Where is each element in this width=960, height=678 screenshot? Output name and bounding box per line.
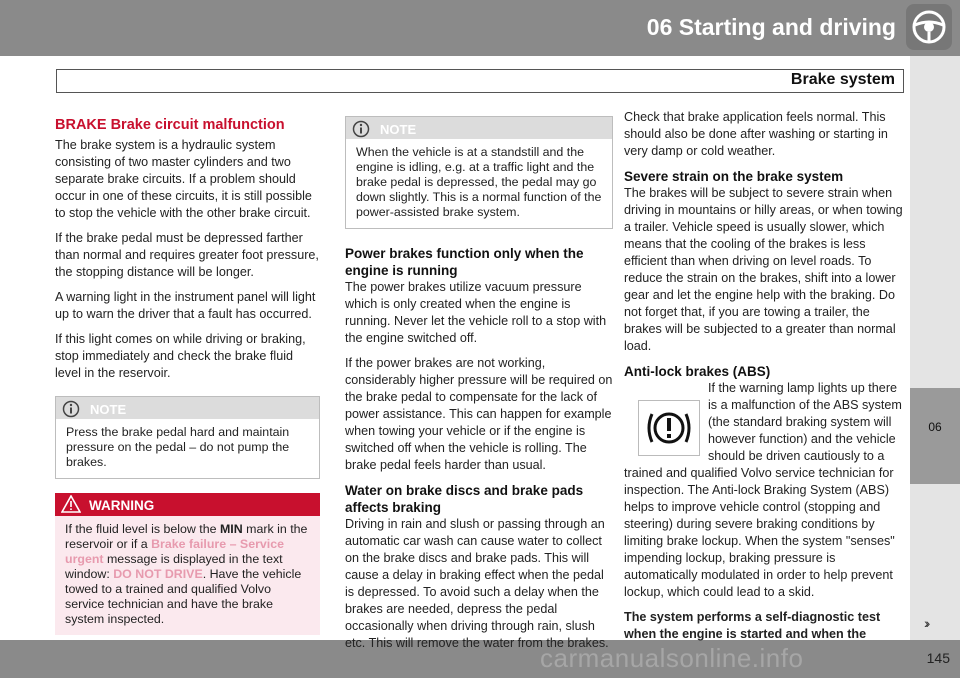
watermark: carmanualsonline.info: [540, 643, 804, 673]
paragraph: The brakes will be subject to severe strain when driving in mountains or hilly areas, or when towing a trailer. Vehicle speed is usually slower, which means that the cooling of the brakes is less efficient than when driving on level roads. To reduce the strain on the brakes, shift into a lower gear and let the engine help with the braking. Do not forget that, if you are towing a trailer, the brakes will be subjected to a greater than normal load.: [624, 186, 903, 353]
chapter-title: 06 Starting and driving: [646, 14, 896, 40]
paragraph: Check that brake application feels normal. This should also be done after washing or starting in very damp or cold weather.: [624, 110, 888, 158]
paragraph: The brake system is a hydraulic system consisting of two master cylinders and two separate brake circuits. If a problem should occur in one of these circuits, it is still possible to stop the vehicle with the other brake circuit.: [55, 138, 312, 220]
continue-marker: ››: [924, 615, 928, 631]
note-body: When the vehicle is at a standstill and the engine is idling, e.g. at a traffic light and the brake pedal is depressed, the pedal may go down slightly. This is a normal function of the power-assisted brake system.: [356, 145, 602, 219]
warning-text: . Have the vehicle towed to a trained and qualified Volvo service technician and have the brake system inspected.: [65, 567, 302, 626]
note-body: Press the brake pedal hard and maintain pressure on the pedal – do not pump the brakes.: [66, 425, 290, 469]
section-title: Brake system: [790, 71, 895, 88]
warning-body: [55, 516, 320, 635]
paragraph: If the power brakes are not working, considerably higher pressure will be required on the brake pedal to compensate for the lack of power assistance. This can happen for example when towing your vehicle or if the engine is switched off when the vehicle is rolling. The brake pedal feels harder than usual.: [345, 356, 613, 472]
chapter-tab: [910, 388, 960, 484]
water-brakes-heading: Water on brake discs and brake pads affects braking: [345, 483, 584, 515]
section-header: [56, 69, 904, 93]
note-header: [56, 397, 319, 419]
column-1: [55, 116, 320, 635]
header-bar: [0, 0, 960, 56]
warning-triangle-icon: [61, 495, 81, 513]
abs-heading: Anti-lock brakes (ABS): [624, 364, 771, 379]
do-not-drive-text: DO NOT DRIVE: [113, 567, 203, 581]
info-icon: [62, 400, 80, 418]
warning-box: [55, 493, 320, 635]
paragraph: If the brake pedal must be depressed farther than normal and requires greater foot pressure, the stopping distance will be longer.: [55, 231, 319, 279]
min-mark: MIN: [219, 522, 243, 536]
self-diagnostic-text: The system performs a self-diagnostic test when the engine is started and when the: [624, 610, 881, 641]
info-icon: [352, 120, 370, 138]
abs-warning-lamp-icon: [638, 400, 700, 456]
column-2: [345, 116, 613, 660]
abs-section: [624, 380, 906, 601]
paragraph: A warning light in the instrument panel will light up to warn the driver that a fault has occurred.: [55, 290, 316, 321]
brake-circuit-heading: BRAKE Brake circuit malfunction: [55, 117, 285, 133]
warning-header: [55, 493, 320, 516]
chapter-tab-label: 06: [928, 420, 942, 434]
paragraph: If this light comes on while driving or braking, stop immediately and check the brake fluid level in the reservoir.: [55, 332, 306, 380]
chapter-sidebar: [910, 56, 960, 640]
page-number: 145: [926, 650, 950, 666]
paragraph: If the warning lamp lights up there is a malfunction of the ABS system (the standard braking system will however function) and the vehicle should be driven cautiously to a trained and qualified Volvo service technician for inspection. The Anti-lock Braking System (ABS) helps to improve vehicle control (stopping and steering) during severe braking conditions by limiting brake lockup. When the system "senses" impending lockup, braking pressure is automatically modulated in order to help prevent lockup, which could lead to a skid.: [624, 381, 902, 599]
warning-text: mark in the reservoir or if a: [65, 522, 308, 551]
note-title: NOTE: [380, 122, 417, 137]
steering-wheel-icon: [906, 4, 952, 50]
warning-title: WARNING: [89, 498, 155, 513]
warning-message: Brake failure – Service urgent: [65, 537, 285, 566]
note-title: NOTE: [90, 402, 127, 417]
warning-text: message is displayed in the text window:: [65, 552, 283, 581]
note-box: [55, 396, 320, 479]
power-brakes-heading: Power brakes function only when the engine is running: [345, 246, 584, 278]
note-header: [346, 117, 612, 139]
column-3: [624, 109, 906, 651]
severe-strain-heading: Severe strain on the brake system: [624, 169, 844, 184]
warning-text: If the fluid level is below the: [65, 522, 220, 536]
paragraph: Driving in rain and slush or passing through an automatic car wash can cause water to collect on the brake discs and brake pads. This will cause a delay in braking effect when the pedal is depressed. To avoid such a delay when the brakes are needed, depress the pedal occasionally when driving through rain, slush etc. This will remove the water from the brakes.: [345, 517, 609, 650]
note-box: [345, 116, 613, 229]
paragraph: The power brakes utilize vacuum pressure which is only created when the engine is running. Never let the vehicle roll to a stop with the engine switched off.: [345, 280, 607, 345]
